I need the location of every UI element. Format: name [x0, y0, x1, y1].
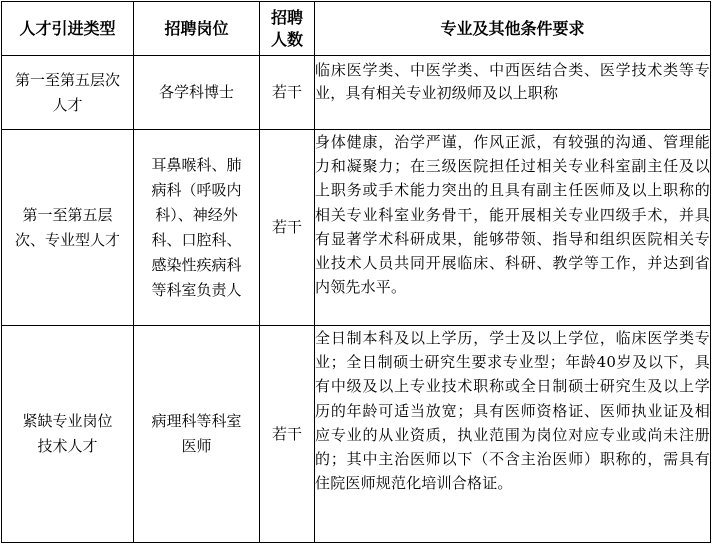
cell-position: 耳鼻喉科、肺病科（呼吸内科）、神经外科、口腔科、感染性疾病科等科室负责人 — [134, 130, 260, 326]
cell-talent-type: 紧缺专业岗位技术人才 — [2, 326, 134, 543]
table-row — [2, 326, 711, 543]
cell-position: 病理科等科室医师 — [134, 326, 260, 543]
header-talent-type: 人才引进类型 — [2, 2, 134, 56]
cell-count: 若干 — [260, 326, 315, 543]
cell-requirements: 临床医学类、中医学类、中西医结合类、医学技术类等专业，具有相关专业初级师及以上职称 — [315, 56, 711, 130]
header-count: 招聘人数 — [260, 2, 315, 56]
cell-position: 各学科博士 — [134, 56, 260, 130]
cell-talent-type: 第一至第五层次、专业型人才 — [2, 130, 134, 326]
cell-count: 若干 — [260, 56, 315, 130]
cell-requirements: 全日制本科及以上学历，学士及以上学位，临床医学类专业；全日制硕士研究生要求专业型；年龄40岁及以下，具有中级及以上专业技术职称或全日制硕士研究生及以上学历的年龄可适当放宽；具有医师资格证、医师执业证及相应专业的从业资质，执业范围为岗位对应专业或尚未注册的；其中主治医师以下（不含主治医师）职称的，需具有住院医师规范化培训合格证。 — [315, 326, 711, 543]
table-row — [2, 56, 711, 130]
recruitment-table — [1, 1, 711, 543]
header-position: 招聘岗位 — [134, 2, 260, 56]
header-requirements: 专业及其他条件要求 — [315, 2, 711, 56]
cell-talent-type: 第一至第五层次人才 — [2, 56, 134, 130]
cell-count: 若干 — [260, 130, 315, 326]
cell-requirements: 身体健康，治学严谨，作风正派，有较强的沟通、管理能力和凝聚力；在三级医院担任过相关专业科室副主任及以上职务或手术能力突出的且具有副主任医师及以上职称的相关专业科室业务骨干，能开展相关专业四级手术，并具有显著学术科研成果，能够带领、指导和组织医院相关专业技术人员共同开展临床、科研、教学等工作，并达到省内领先水平。 — [315, 130, 711, 326]
table-header-row — [2, 2, 711, 56]
table-row — [2, 130, 711, 326]
